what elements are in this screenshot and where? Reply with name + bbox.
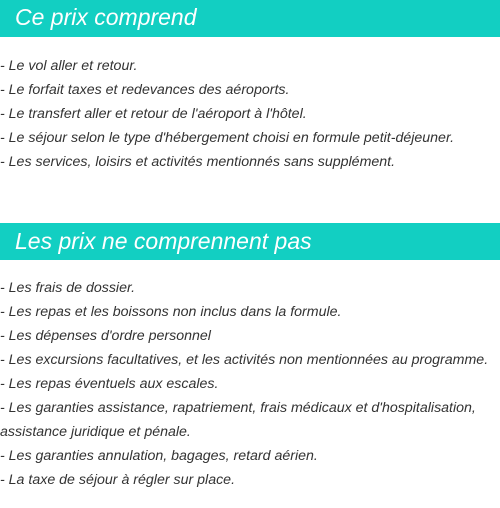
includes-item: - Le forfait taxes et redevances des aéroports.	[0, 82, 290, 98]
includes-header	[0, 0, 500, 37]
includes-item: - Les services, loisirs et activités mentionnés sans supplément.	[0, 154, 396, 170]
excludes-item: - Les frais de dossier.	[0, 280, 136, 296]
excludes-item: - Les excursions facultatives, et les activités non mentionnées au programme.	[0, 352, 489, 368]
includes-item: - Le vol aller et retour.	[0, 58, 138, 74]
excludes-list	[0, 276, 500, 492]
excludes-item: - Les dépenses d'ordre personnel	[0, 328, 211, 344]
includes-title: Ce prix comprend	[15, 4, 197, 30]
excludes-item: - Les repas et les boissons non inclus dans la formule.	[0, 304, 342, 320]
excludes-item: - Les garanties annulation, bagages, retard aérien.	[0, 448, 318, 464]
excludes-title: Les prix ne comprennent pas	[15, 228, 312, 254]
includes-list	[0, 54, 500, 174]
excludes-header	[0, 223, 500, 260]
includes-item: - Le séjour selon le type d'hébergement choisi en formule petit-déjeuner.	[0, 130, 455, 146]
includes-item: - Le transfert aller et retour de l'aéroport à l'hôtel.	[0, 106, 307, 122]
excludes-item: - La taxe de séjour à régler sur place.	[0, 472, 236, 488]
excludes-item: - Les garanties assistance, rapatriement, frais médicaux et d'hospitalisation, assistance juridique et pénale.	[0, 400, 476, 440]
excludes-item: - Les repas éventuels aux escales.	[0, 376, 219, 392]
